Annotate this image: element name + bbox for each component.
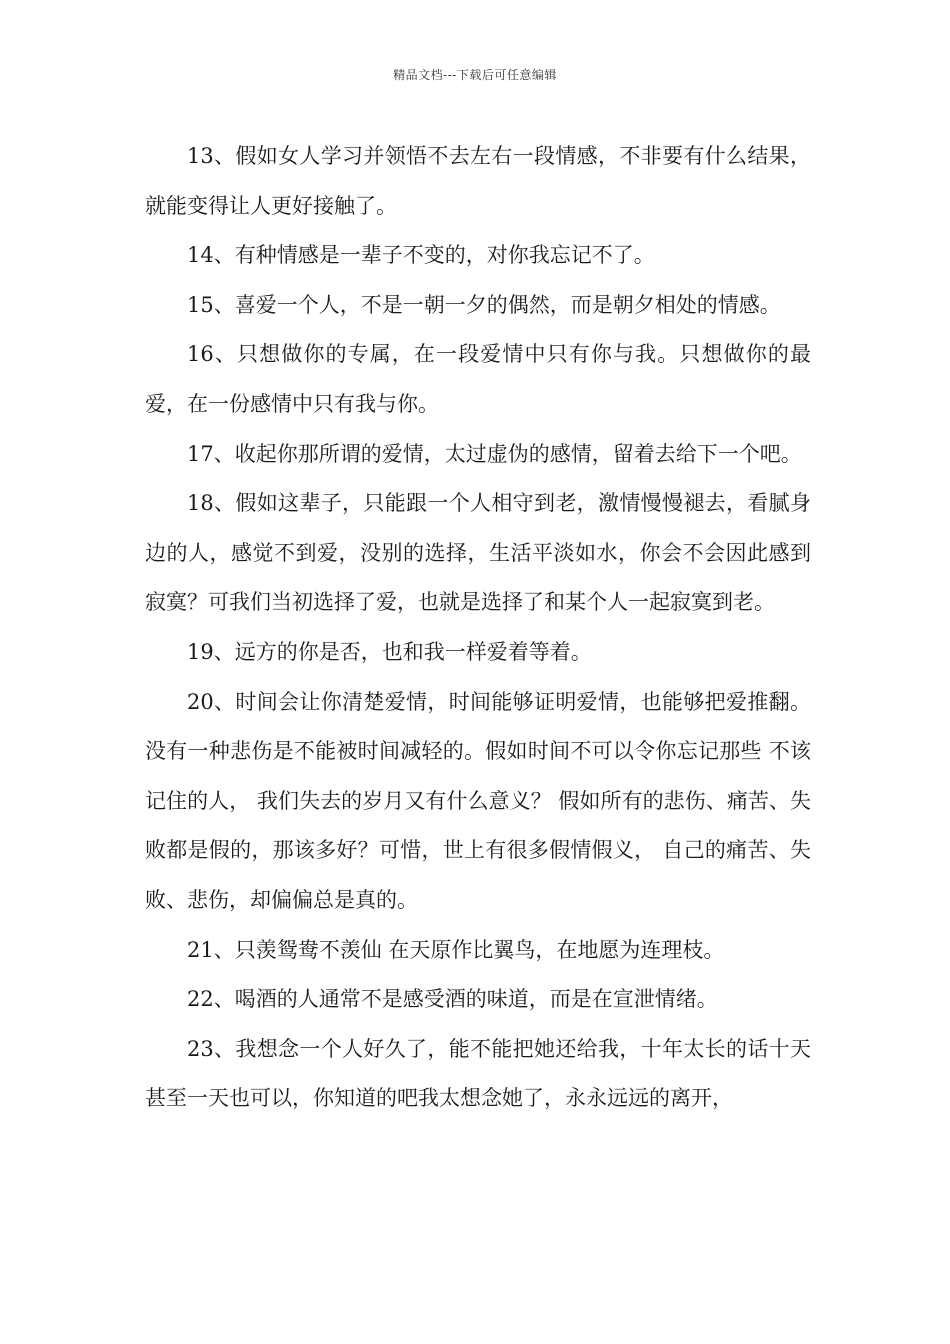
paragraph-20: 20、时间会让你清楚爱情，时间能够证明爱情，也能够把爱推翻。没有一种悲伤是不能被时间减轻的。假如时间不可以令你忘记那些 不该记住的人， 我们失去的岁月又有什么意义？ 假如所有的悲伤、痛苦、失败都是假的，那该多好？可惜，世上有很多假情假义， 自己的痛苦、失败、悲伤，却偏偏总是真的。 <box>145 689 811 912</box>
paragraph-17: 17、收起你那所谓的爱情，太过虚伪的感情，留着去给下一个吧。 <box>187 441 802 466</box>
paragraph-19: 19、远方的你是否，也和我一样爱着等着。 <box>187 639 592 664</box>
paragraph-14: 14、有种情感是一辈子不变的，对你我忘记不了。 <box>187 243 655 268</box>
document-body <box>145 132 811 1124</box>
paragraph-23: 23、我想念一个人好久了，能不能把她还给我，十年太长的话十天甚至一天也可以，你知道的吧我太想念她了，永永远远的离开， <box>145 1036 811 1111</box>
paragraph-16: 16、只想做你的专属，在一段爱情中只有你与我。只想做你的最爱，在一份感情中只有我与你。 <box>145 342 811 416</box>
paragraph-13: 13、假如女人学习并领悟不去左右一段情感，不非要有什么结果，就能变得让人更好接触了。 <box>145 144 811 218</box>
paragraph-15: 15、喜爱一个人，不是一朝一夕的偶然，而是朝夕相处的情感。 <box>187 292 781 317</box>
paragraph-21: 21、只羡鸳鸯不羡仙 在天原作比翼鸟，在地愿为连理枝。 <box>187 937 725 962</box>
paragraph-18: 18、假如这辈子，只能跟一个人相守到老，激情慢慢褪去，看腻身边的人，感觉不到爱，没别的选择，生活平淡如水，你会不会因此感到寂寞？可我们当初选择了爱，也就是选择了和某个人一起寂寞到老。 <box>145 491 811 615</box>
page-header: 精品文档---下载后可任意编辑 <box>393 68 557 82</box>
paragraph-22: 22、喝酒的人通常不是感受酒的味道，而是在宣泄情绪。 <box>187 987 718 1012</box>
